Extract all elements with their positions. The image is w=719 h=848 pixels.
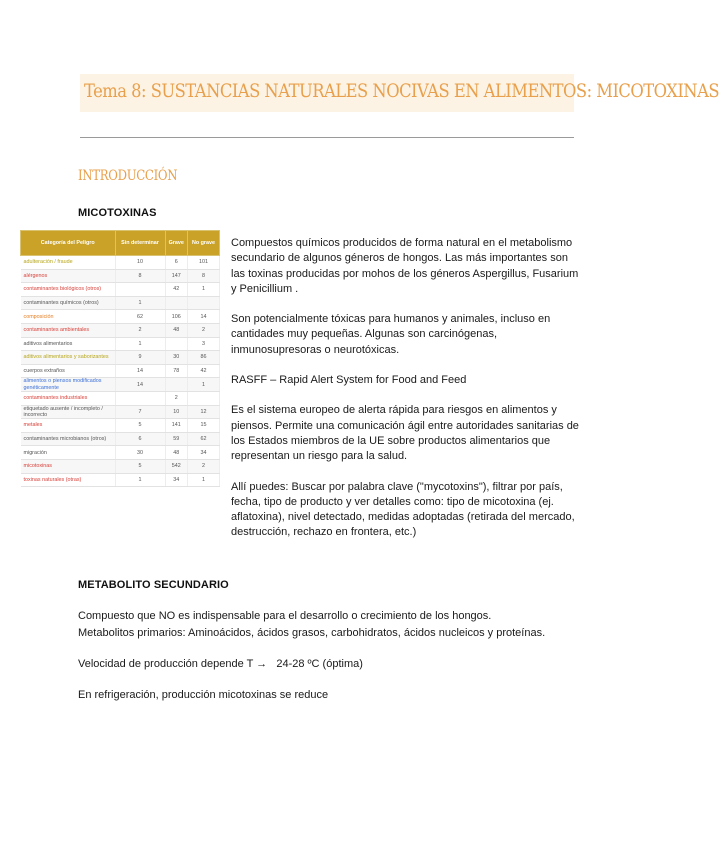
table-cell-undetermined: 14 [115, 364, 165, 378]
table-row [21, 283, 220, 297]
table-cell-undetermined [115, 283, 165, 297]
rasff-hazard-table [20, 230, 220, 487]
table-cell-serious: 10 [165, 405, 187, 419]
table-cell-undetermined: 5 [115, 419, 165, 433]
table-cell-serious: 542 [165, 459, 187, 473]
table-cell-undetermined: 1 [115, 473, 165, 487]
table-cell-undetermined: 7 [115, 405, 165, 419]
table-row [21, 310, 220, 324]
paragraph-toxicity: Son potencialmente tóxicas para humanos y animales, incluso en cantidades muy pequeñas. Algunas son carcinógenas, inmunosupresoras o neurotóxicas. [231, 313, 551, 356]
table-body [21, 256, 220, 487]
table-cell-undetermined: 30 [115, 446, 165, 460]
table-cell-category: migración [21, 446, 116, 460]
metabolito-heading: METABOLITO SECUNDARIO [78, 579, 229, 591]
table-cell-serious: 78 [165, 364, 187, 378]
table-row [21, 337, 220, 351]
table-cell-category: micotoxinas [21, 459, 116, 473]
paragraph-rasff-title: RASFF – Rapid Alert System for Food and Feed [231, 374, 467, 387]
table-cell-category: contaminantes industriales [21, 391, 116, 405]
table-row [21, 351, 220, 365]
table-cell-category: contaminantes químicos (otros) [21, 296, 116, 310]
table-cell-serious: 6 [165, 256, 187, 270]
table-row [21, 256, 220, 270]
table-row [21, 378, 220, 392]
micotoxinas-heading: MICOTOXINAS [78, 207, 157, 219]
table-row [21, 405, 220, 419]
table-cell-category: contaminantes biológicos (otros) [21, 283, 116, 297]
table-row [21, 459, 220, 473]
table-row [21, 296, 220, 310]
paragraph-rasff-description: Es el sistema europeo de alerta rápida para riesgos en alimentos y piensos. Permite una comunicación ágil entre autoridades sanitarias de los Estados miembros de la UE sobre productos alimentarios que representan un riesgo para la salud. [231, 404, 579, 463]
paragraph-rasff-usage: Allí puedes: Buscar por palabra clave ("mycotoxins"), filtrar por país, fecha, tipo de producto y ver detalles como: tipo de micotoxina (ej. aflatoxina), nivel detectado, medidas adoptadas (retirada del mercado, destrucción, rechazo en frontera, etc.) [231, 480, 575, 539]
table-row [21, 323, 220, 337]
table-header-not-serious: No grave [187, 231, 219, 256]
table-cell-serious: 48 [165, 323, 187, 337]
table-cell-undetermined: 14 [115, 378, 165, 392]
table-cell-category: contaminantes microbianos (otros) [21, 432, 116, 446]
table-cell-not-serious: 1 [187, 378, 219, 392]
table-cell-category: contaminantes ambientales [21, 323, 116, 337]
table-cell-category: aditivos alimentarios [21, 337, 116, 351]
table-row [21, 269, 220, 283]
table-cell-not-serious: 62 [187, 432, 219, 446]
table-cell-category: etiquetado ausente / incompleto / incorrecto [21, 405, 116, 419]
section-heading-introduccion: INTRODUCCIÓN [78, 168, 178, 184]
table-cell-not-serious [187, 391, 219, 405]
table-cell-not-serious: 2 [187, 323, 219, 337]
table-cell-category: toxinas naturales (otras) [21, 473, 116, 487]
table-header-category: Categoría del Peligro [21, 231, 116, 256]
table-cell-not-serious: 1 [187, 473, 219, 487]
table-cell-not-serious: 15 [187, 419, 219, 433]
metabolito-line-2: Metabolitos primarios: Aminoácidos, ácidos grasos, carbohidratos, ácidos nucleicos y proteínas. [78, 627, 546, 639]
table-cell-category: adulteración / fraude [21, 256, 116, 270]
table-cell-not-serious: 14 [187, 310, 219, 324]
table-cell-serious [165, 378, 187, 392]
table-header-undetermined: Sin determinar [115, 231, 165, 256]
table-cell-undetermined: 10 [115, 256, 165, 270]
table-row [21, 419, 220, 433]
table-cell-category: metales [21, 419, 116, 433]
table-cell-not-serious [187, 296, 219, 310]
table-cell-not-serious: 2 [187, 459, 219, 473]
table-cell-undetermined: 1 [115, 296, 165, 310]
table-cell-undetermined: 2 [115, 323, 165, 337]
table-cell-serious: 30 [165, 351, 187, 365]
table-cell-undetermined: 62 [115, 310, 165, 324]
table-row [21, 391, 220, 405]
table-row [21, 432, 220, 446]
table-cell-undetermined: 6 [115, 432, 165, 446]
table-cell-category: alimentos o piensos modificados genéticamente [21, 378, 116, 392]
table-cell-category: aditivos alimentarios y saborizantes [21, 351, 116, 365]
table-cell-serious: 48 [165, 446, 187, 460]
table-cell-undetermined [115, 391, 165, 405]
table-row [21, 364, 220, 378]
table-cell-not-serious: 3 [187, 337, 219, 351]
table-cell-serious [165, 337, 187, 351]
table-cell-serious: 141 [165, 419, 187, 433]
table-cell-not-serious: 1 [187, 283, 219, 297]
table-cell-not-serious: 12 [187, 405, 219, 419]
table-cell-undetermined: 1 [115, 337, 165, 351]
table-cell-not-serious: 34 [187, 446, 219, 460]
table-cell-serious: 147 [165, 269, 187, 283]
table-cell-serious: 106 [165, 310, 187, 324]
table-cell-category: cuerpos extraños [21, 364, 116, 378]
table-cell-undetermined: 8 [115, 269, 165, 283]
table-row [21, 473, 220, 487]
table-cell-not-serious: 101 [187, 256, 219, 270]
table-cell-undetermined: 5 [115, 459, 165, 473]
page-title: Tema 8: SUSTANCIAS NATURALES NOCIVAS EN ALIMENTOS: MICOTOXINAS [84, 80, 719, 102]
title-divider [80, 137, 574, 138]
table-cell-category: alérgenos [21, 269, 116, 283]
table-header-serious: Grave [165, 231, 187, 256]
metabolito-line-3: Velocidad de producción depende T → 24-28 ºC (óptima) [78, 658, 363, 670]
metabolito-line-1: Compuesto que NO es indispensable para el desarrollo o crecimiento de los hongos. [78, 610, 492, 622]
table-cell-serious: 42 [165, 283, 187, 297]
table-cell-serious: 2 [165, 391, 187, 405]
table-cell-serious: 34 [165, 473, 187, 487]
metabolito-line-4: En refrigeración, producción micotoxinas se reduce [78, 689, 329, 701]
table-cell-serious [165, 296, 187, 310]
table-cell-category: composición [21, 310, 116, 324]
paragraph-definition: Compuestos químicos producidos de forma natural en el metabolismo secundario de algunos géneros de hongos. Las más importantes son las toxinas producidas por mohos de los géneros Aspergillus, Fusarium y Penicillium . [231, 237, 579, 295]
table-cell-undetermined: 9 [115, 351, 165, 365]
table-cell-not-serious: 8 [187, 269, 219, 283]
table-cell-not-serious: 86 [187, 351, 219, 365]
table-cell-serious: 59 [165, 432, 187, 446]
micotoxinas-text [231, 236, 581, 541]
table-cell-not-serious: 42 [187, 364, 219, 378]
table-row [21, 446, 220, 460]
